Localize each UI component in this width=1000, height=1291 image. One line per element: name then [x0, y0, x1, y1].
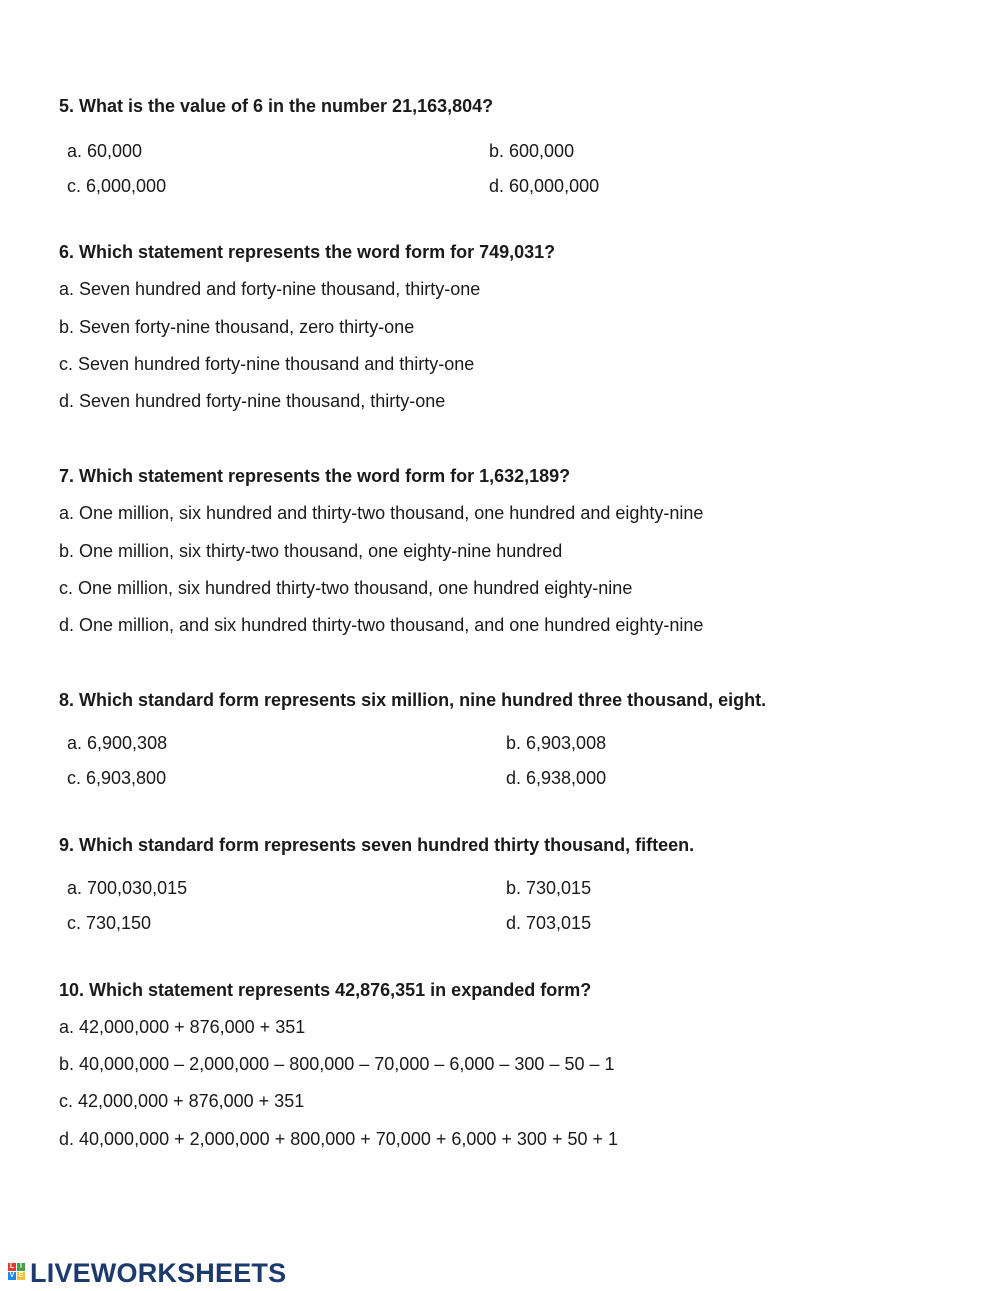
logo-text: LIVEWORKSHEETS	[30, 1257, 287, 1288]
question-9-text: 9. Which standard form represents seven hundred thirty thousand, fifteen.	[59, 835, 695, 855]
q10-option-b[interactable]: b. 40,000,000 – 2,000,000 – 800,000 – 70,000 – 6,000 – 300 – 50 – 1	[59, 1054, 615, 1074]
q7-option-b[interactable]: b. One million, six thirty-two thousand, one eighty-nine hundred	[59, 541, 563, 561]
q8-option-b[interactable]: b. 6,903,008	[506, 733, 607, 753]
logo-mark-v: V	[9, 1272, 15, 1279]
liveworksheets-logo[interactable]	[8, 1258, 286, 1288]
q5-option-a[interactable]: a. 60,000	[67, 141, 143, 161]
q8-option-a[interactable]: a. 6,900,308	[67, 733, 168, 753]
question-6-text: 6. Which statement represents the word form for 749,031?	[59, 242, 556, 262]
question-8-text: 8. Which standard form represents six million, nine hundred three thousand, eight.	[59, 690, 767, 710]
q7-option-c[interactable]: c. One million, six hundred thirty-two thousand, one hundred eighty-nine	[59, 578, 633, 598]
q7-option-d[interactable]: d. One million, and six hundred thirty-two thousand, and one hundred eighty-nine	[59, 615, 704, 635]
q9-option-d[interactable]: d. 703,015	[506, 913, 592, 933]
q5-option-d[interactable]: d. 60,000,000	[489, 176, 600, 196]
q8-option-c[interactable]: c. 6,903,800	[67, 768, 167, 788]
question-7-text: 7. Which statement represents the word form for 1,632,189?	[59, 466, 571, 486]
question-5-text: 5. What is the value of 6 in the number 21,163,804?	[59, 96, 494, 116]
q9-option-a[interactable]: a. 700,030,015	[67, 878, 188, 898]
q6-option-b[interactable]: b. Seven forty-nine thousand, zero thirty-one	[59, 317, 415, 337]
q10-option-d[interactable]: d. 40,000,000 + 2,000,000 + 800,000 + 70,000 + 6,000 + 300 + 50 + 1	[59, 1129, 619, 1149]
logo-mark-i: I	[17, 1263, 25, 1271]
q8-option-d[interactable]: d. 6,938,000	[506, 768, 607, 788]
q6-option-d[interactable]: d. Seven hundred forty-nine thousand, thirty-one	[59, 391, 446, 411]
q9-option-c[interactable]: c. 730,150	[67, 913, 152, 933]
question-10-text: 10. Which statement represents 42,876,351 in expanded form?	[59, 980, 592, 1000]
q5-option-c[interactable]: c. 6,000,000	[67, 176, 167, 196]
q10-option-c[interactable]: c. 42,000,000 + 876,000 + 351	[59, 1091, 305, 1111]
logo-mark-l: L	[9, 1263, 15, 1270]
liveworksheets-logo-icon	[8, 1260, 26, 1286]
q5-option-b[interactable]: b. 600,000	[489, 141, 575, 161]
q7-option-a[interactable]: a. One million, six hundred and thirty-two thousand, one hundred and eighty-nine	[59, 503, 704, 523]
logo-mark-e: E	[18, 1272, 24, 1279]
q9-option-b[interactable]: b. 730,015	[506, 878, 592, 898]
q10-option-a[interactable]: a. 42,000,000 + 876,000 + 351	[59, 1017, 306, 1037]
q6-option-c[interactable]: c. Seven hundred forty-nine thousand and thirty-one	[59, 354, 475, 374]
q6-option-a[interactable]: a. Seven hundred and forty-nine thousand, thirty-one	[59, 279, 481, 299]
